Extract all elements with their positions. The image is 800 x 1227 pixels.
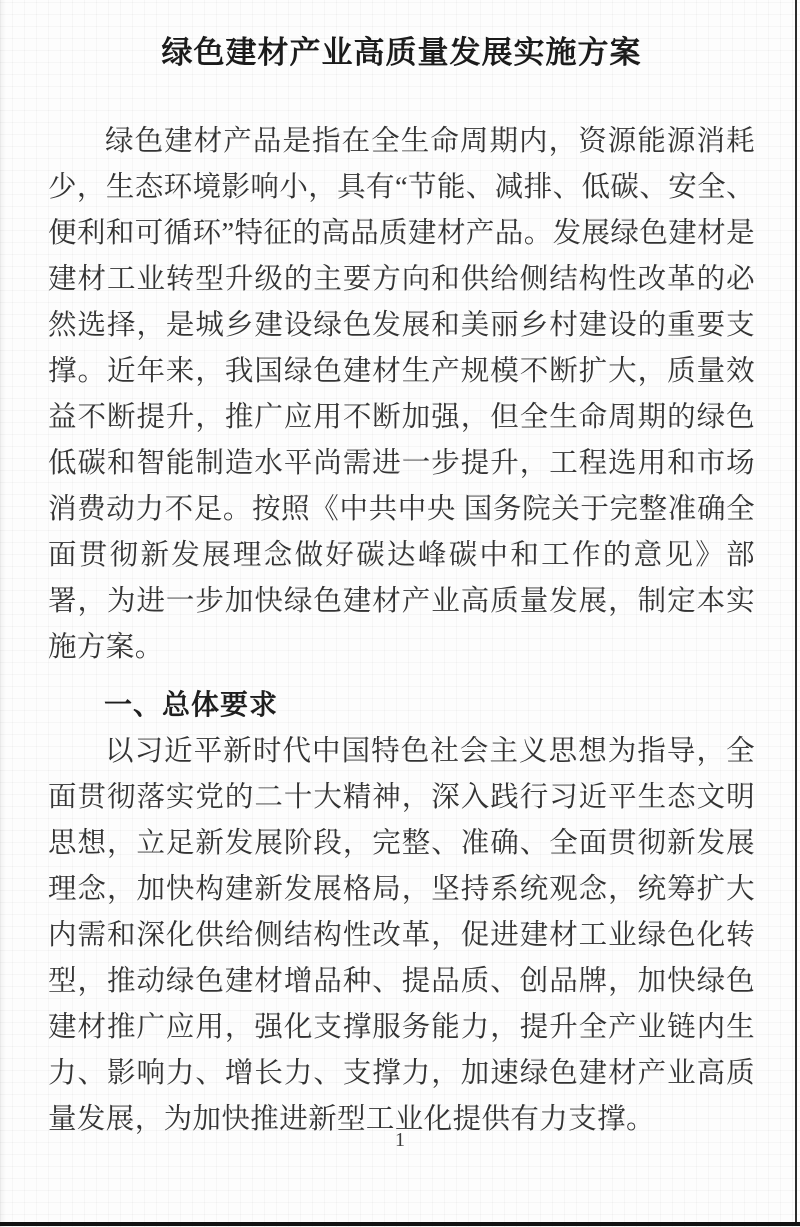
section-1-heading: 一、总体要求 <box>104 689 279 720</box>
page-number: 1 <box>395 1129 405 1151</box>
left-edge-shade <box>0 0 6 1227</box>
right-edge-scan-line <box>795 0 797 1222</box>
document-content <box>48 31 755 1143</box>
document-title: 绿色建材产业高质量发展实施方案 <box>161 35 642 70</box>
intro-paragraph: 绿色建材产品是指在全生命周期内，资源能源消耗少，生态环境影响小，具有“节能、减排、低碳、安全、便利和可循环”特征的高品质建材产品。发展绿色建材是建材工业转型升级的主要方向和供给侧结构性改革的必然选择，是城乡建设绿色发展和美丽乡村建设的重要支撑。近年来，我国绿色建材生产规模不断扩大，质量效益不断提升，推广应用不断加强，但全生命周期的绿色低碳和智能制造水平尚需进一步提升，工程选用和市场消费动力不足。按照《中共中央 国务院关于完整准确全面贯彻新发展理念做好碳达峰碳中和工作的意见》部署，为进一步加快绿色建材产业高质量发展，制定本实施方案。 <box>48 126 755 663</box>
bottom-scan-bar <box>0 1222 800 1226</box>
section-1-paragraph: 以习近平新时代中国特色社会主义思想为指导，全面贯彻落实党的二十大精神，深入践行习近平生态文明思想，立足新发展阶段，完整、准确、全面贯彻新发展理念，加快构建新发展格局，坚持系统观念，统筹扩大内需和深化供给侧结构性改革，促进建材工业绿色化转型，推动绿色建材增品种、提品质、创品牌，加快绿色建材推广应用，强化支撑服务能力，提升全产业链内生力、影响力、增长力、支撑力，加速绿色建材产业高质量发展，为加快推进新型工业化提供有力支撑。 <box>48 736 755 1135</box>
